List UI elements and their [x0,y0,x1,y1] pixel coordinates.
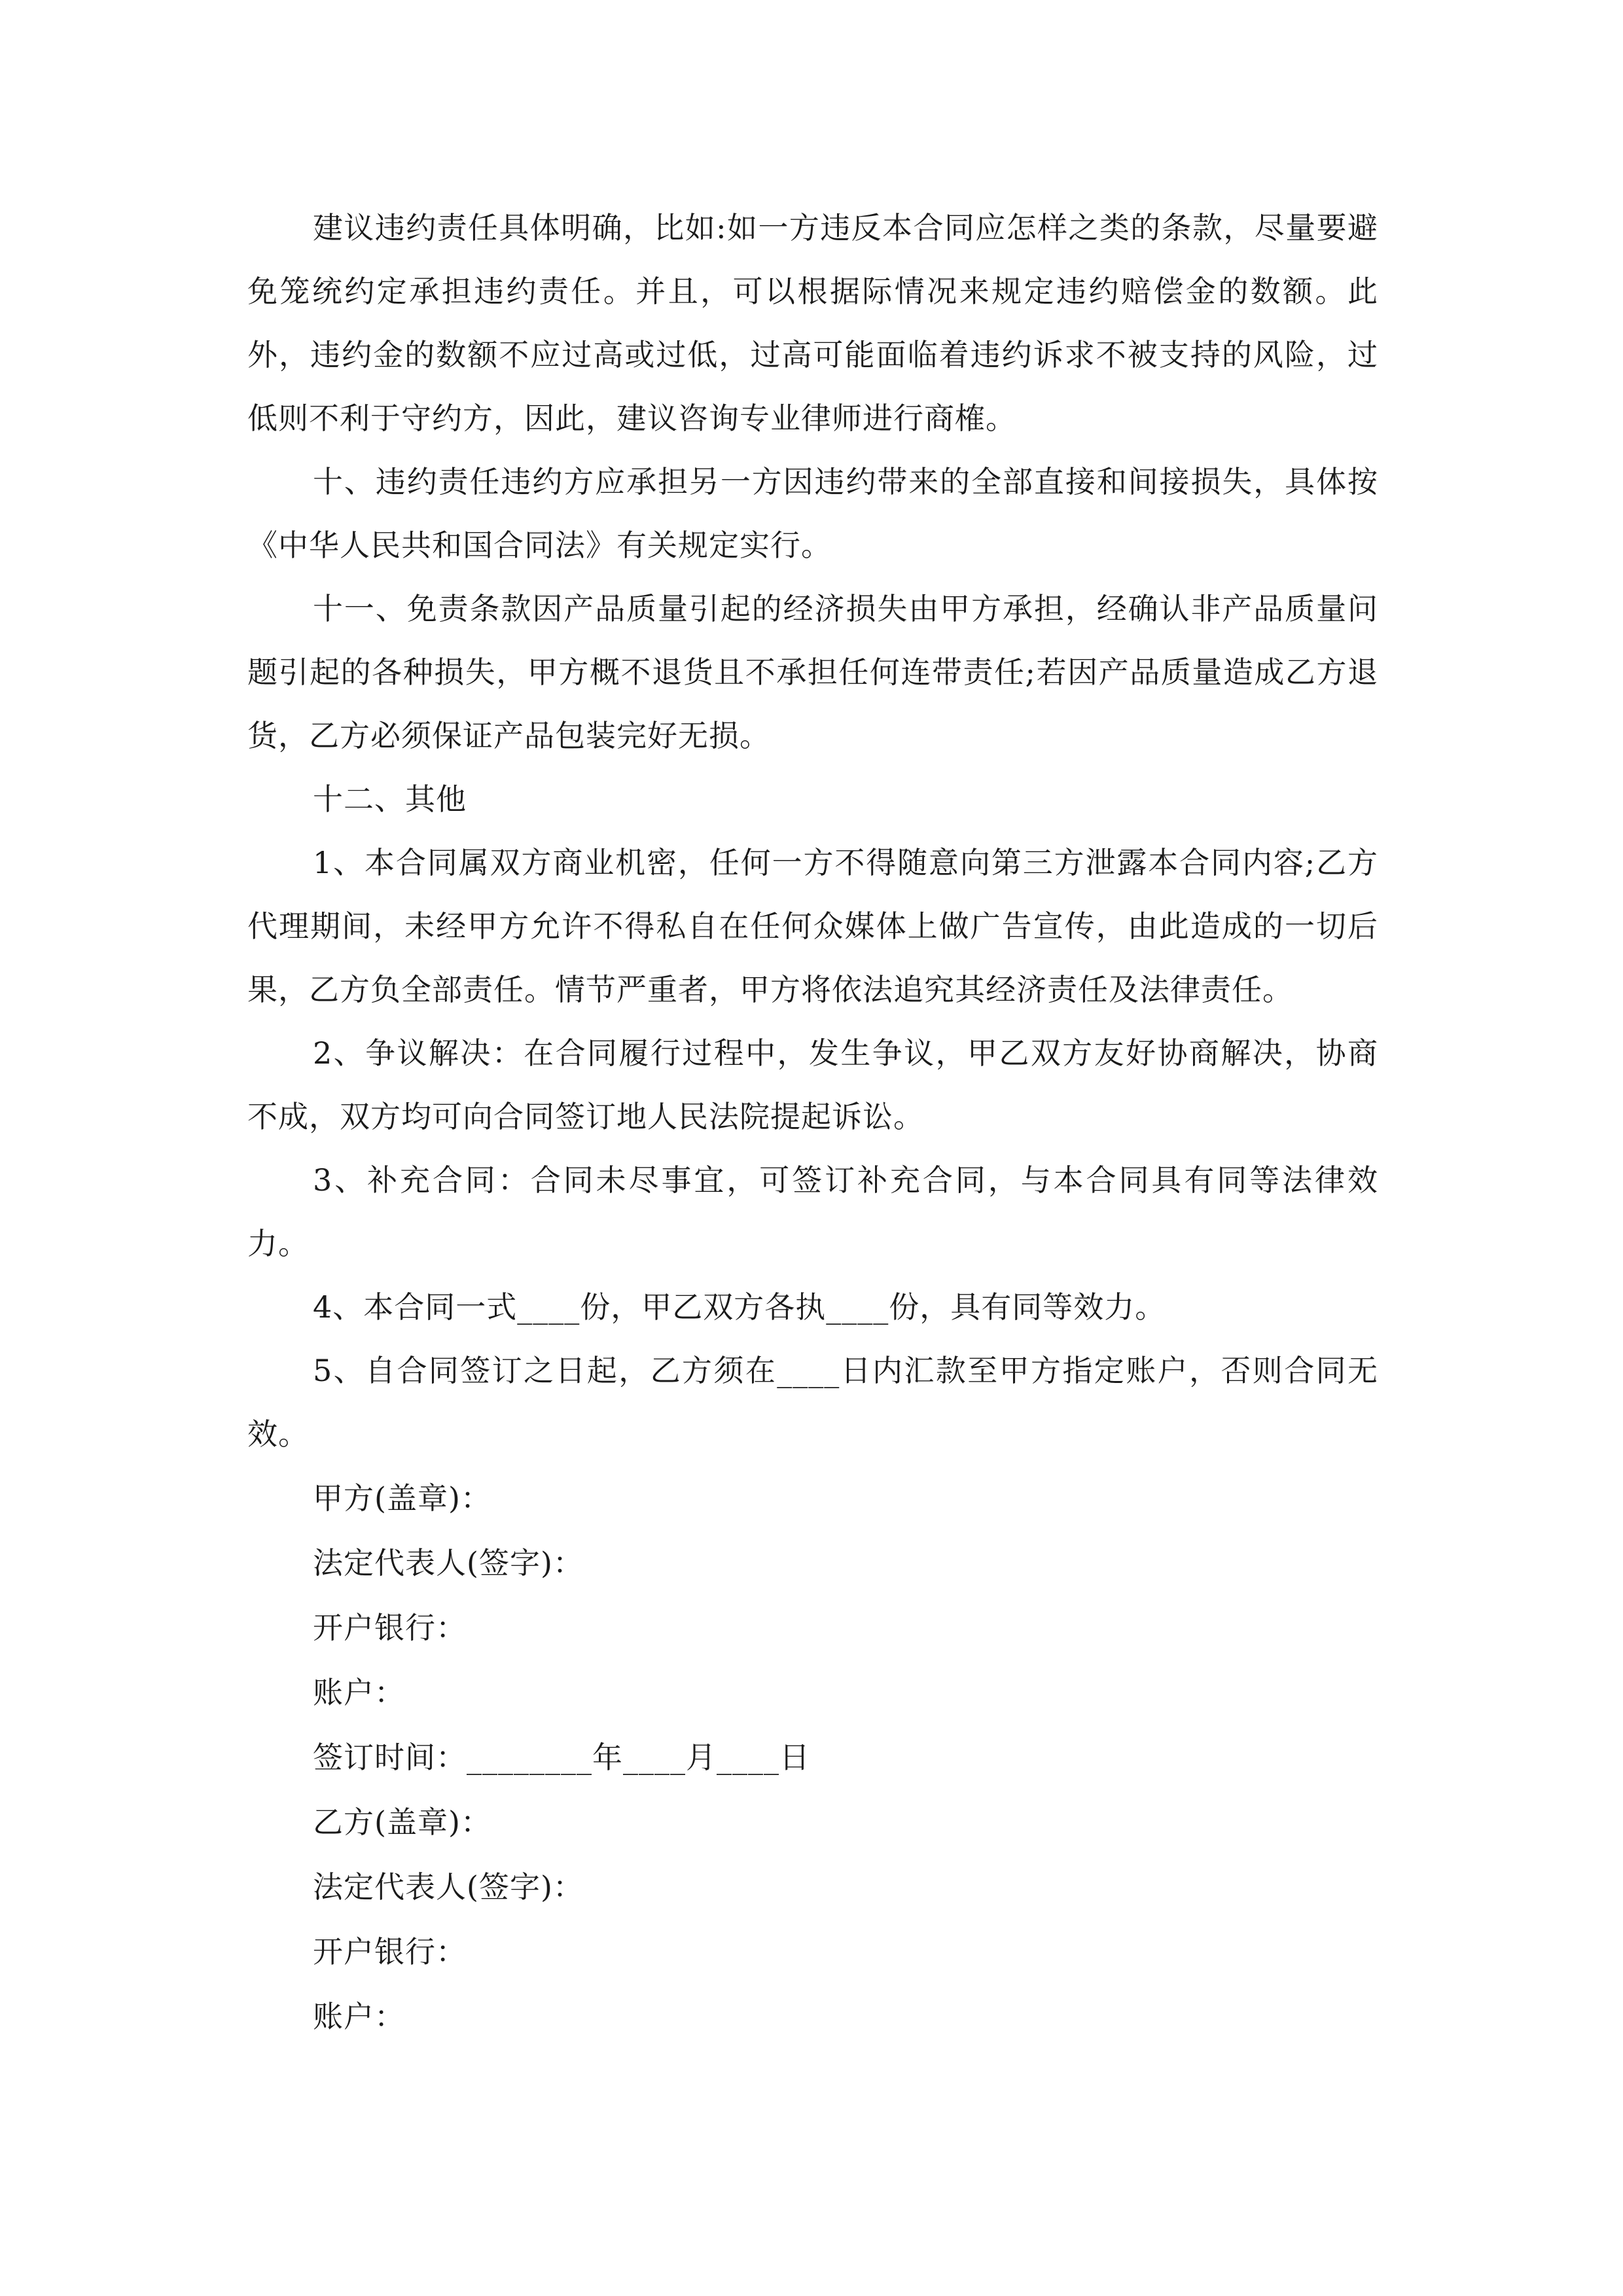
party-b-account-line: 账户： [313,1999,405,2034]
document-body [247,196,1378,2049]
party-a-seal-line: 甲方(盖章)： [313,1480,491,1516]
party-b-seal-line: 乙方(盖章)： [313,1804,491,1840]
paragraph-clause-12-heading: 十二、其他 [313,781,467,817]
paragraph-item-5: 5、自合同签订之日起，乙方须在____日内汇款至甲方指定账户，否则合同无效。 [247,1353,1378,1452]
paragraph-item-3: 3、补充合同：合同未尽事宜，可签订补充合同，与本合同具有同等法律效力。 [247,1162,1378,1261]
paragraph-liability-advice: 建议违约责任具体明确，比如:如一方违反本合同应怎样之类的条款，尽量要避免笼统约定承担违约责任。并且，可以根据际情况来规定违约赔偿金的数额。此外，违约金的数额不应过高或过低，过高可能面临着违约诉求不被支持的风险，过低则不利于守约方，因此，建议咨询专业律师进行商榷。 [247,210,1378,436]
signature-block [247,1466,1378,2049]
sign-date-line: 签订时间：________年____月____日 [313,1740,810,1775]
party-b-bank-line: 开户银行： [313,1934,467,1969]
party-a-representative-line: 法定代表人(签字)： [313,1545,584,1581]
paragraph-clause-10: 十、违约责任违约方应承担另一方因违约带来的全部直接和间接损失，具体按《中华人民共和国合同法》有关规定实行。 [247,464,1378,563]
party-a-account-line: 账户： [313,1675,405,1710]
party-a-bank-line: 开户银行： [313,1610,467,1645]
paragraph-item-4: 4、本合同一式____份，甲乙双方各执____份，具有同等效力。 [313,1289,1166,1325]
party-b-representative-line: 法定代表人(签字)： [313,1869,584,1905]
paragraph-item-2: 2、争议解决：在合同履行过程中，发生争议，甲乙双方友好协商解决，协商不成，双方均可向合同签订地人民法院提起诉讼。 [247,1035,1378,1134]
paragraph-item-1: 1、本合同属双方商业机密，任何一方不得随意向第三方泄露本合同内容;乙方代理期间，未经甲方允许不得私自在任何众媒体上做广告宣传，由此造成的一切后果，乙方负全部责任。情节严重者，甲方将依法追究其经济责任及法律责任。 [247,845,1378,1007]
paragraph-clause-11: 十一、免责条款因产品质量引起的经济损失由甲方承担，经确认非产品质量问题引起的各种损失，甲方概不退货且不承担任何连带责任;若因产品质量造成乙方退货，乙方必须保证产品包装完好无损。 [247,591,1378,753]
